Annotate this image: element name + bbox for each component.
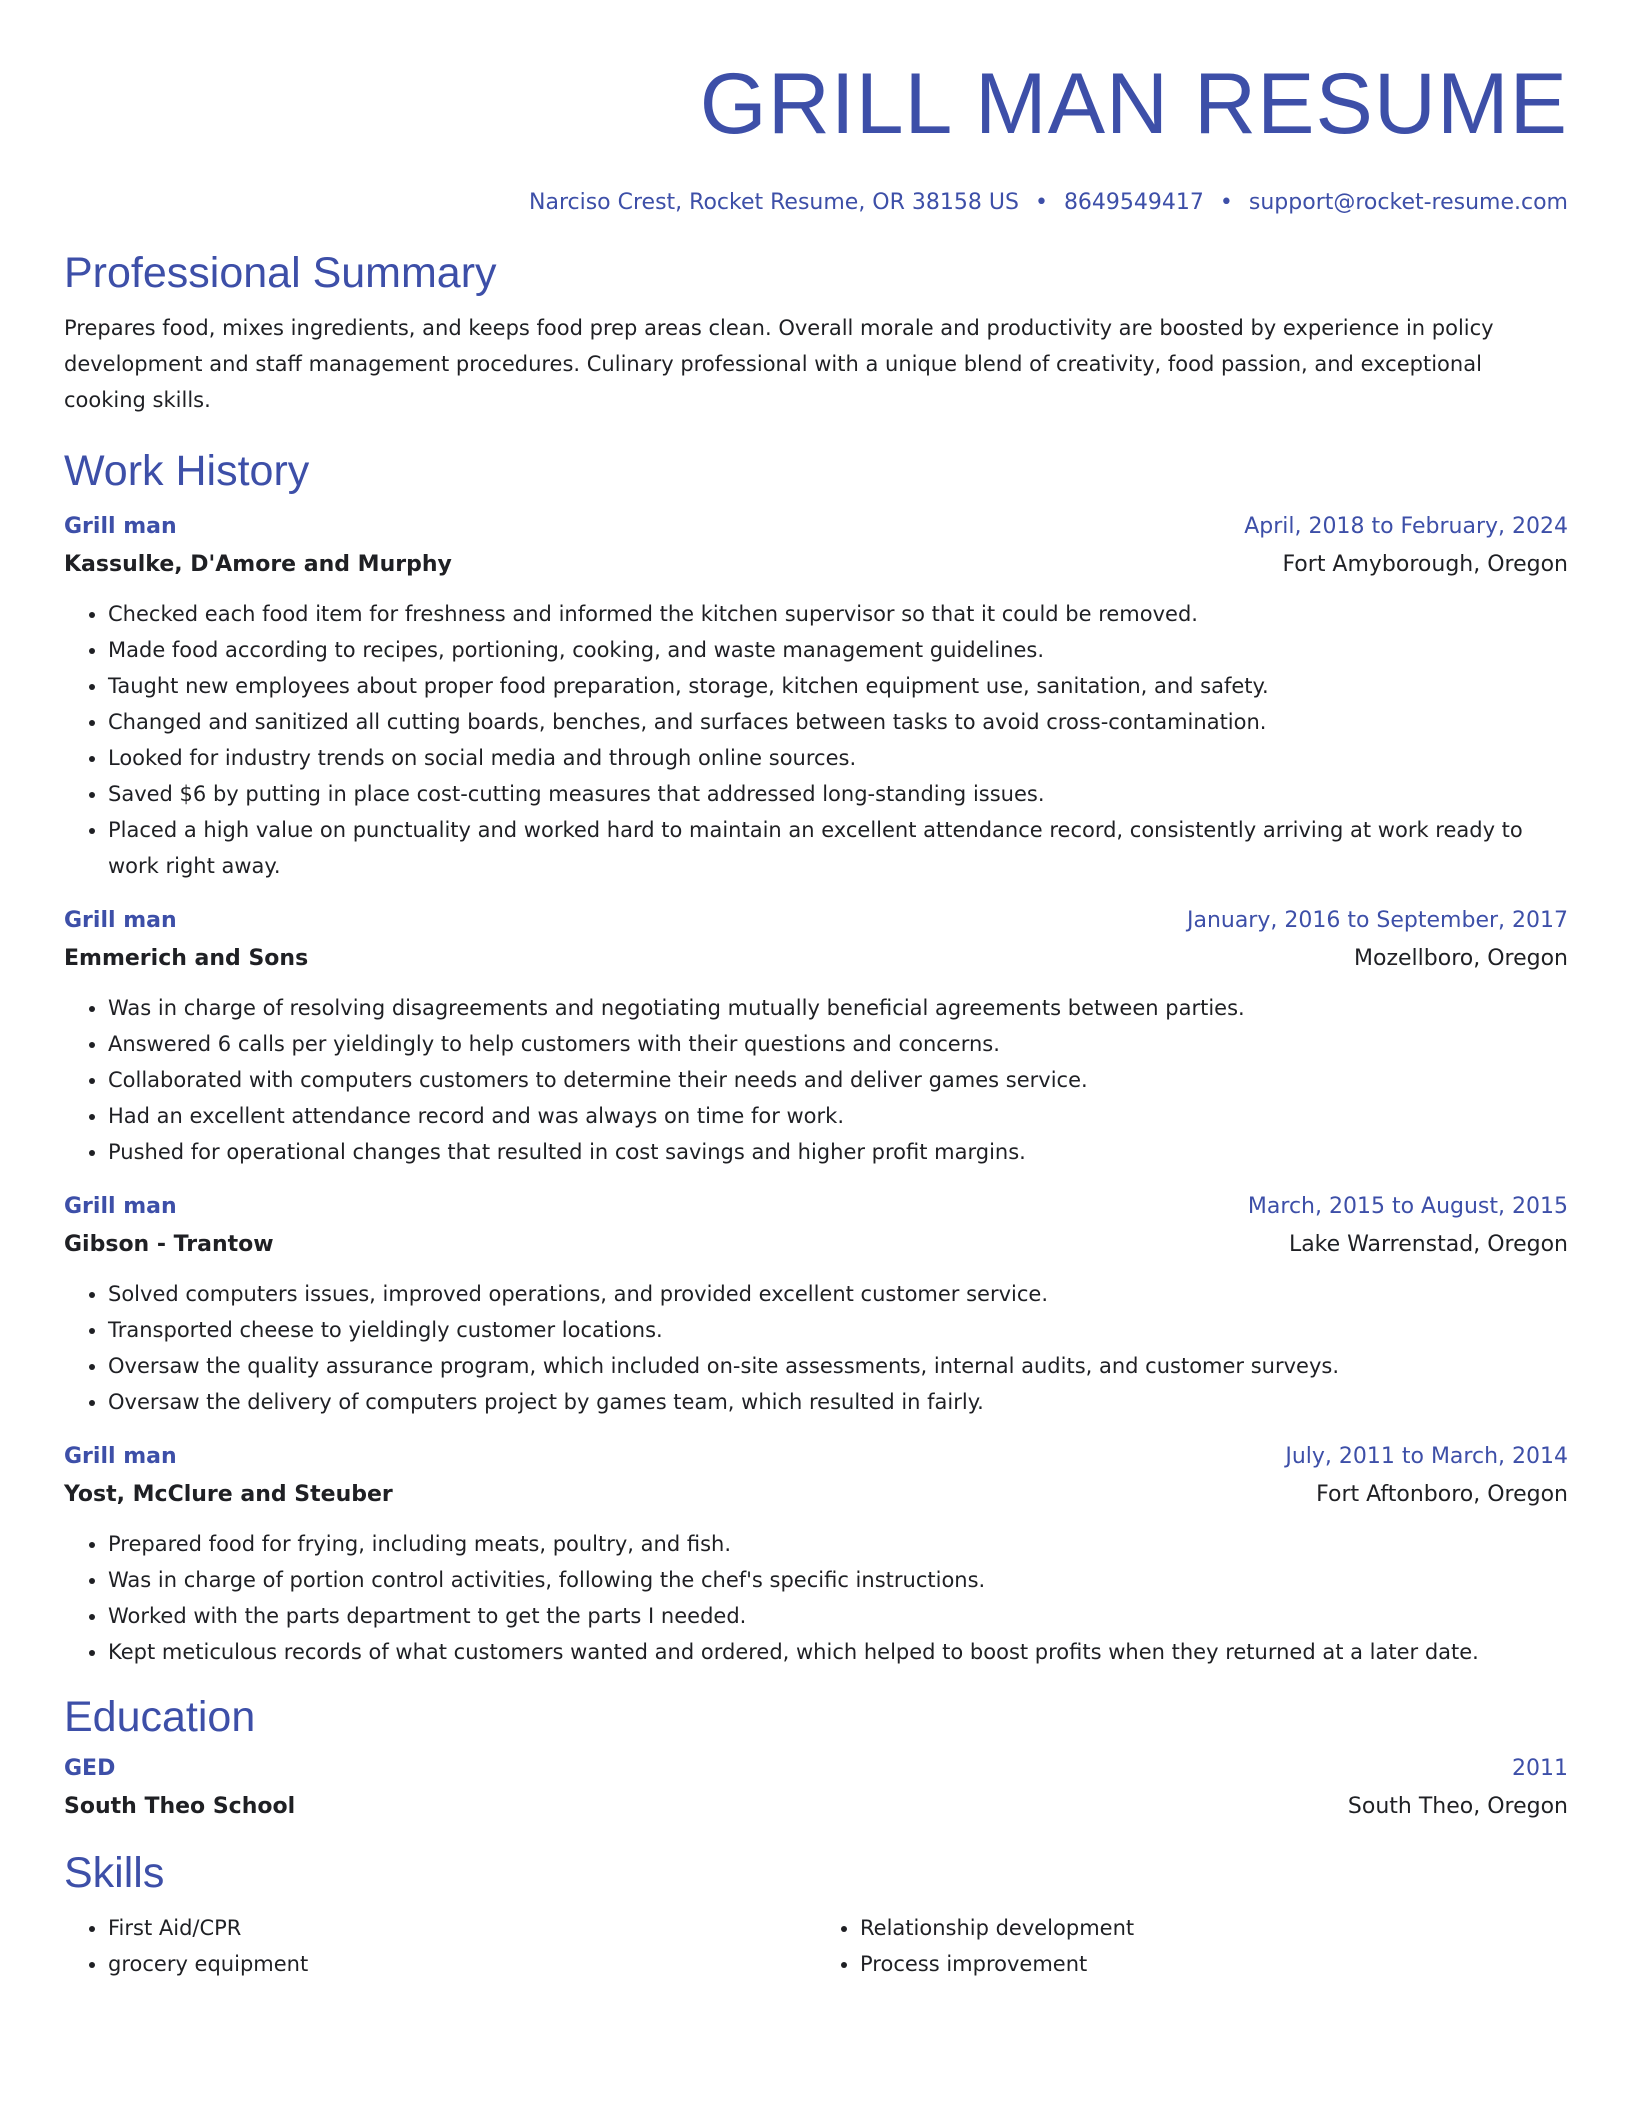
job-bullet: • Saved $6 by putting in place cost-cutting measures that addressed long-standing issues. [108,776,1568,812]
skills-list-right [816,1910,1568,1982]
job-bullet: • Was in charge of resolving disagreements and negotiating mutually beneficial agreements between parties. [108,990,1568,1026]
job-location: Mozellboro, Oregon [1354,946,1568,971]
section-title-work: Work History [64,447,310,495]
contact-separator: • [1034,190,1048,215]
job-location: Lake Warrenstad, Oregon [1288,1232,1568,1257]
job-company: Emmerich and Sons [64,946,309,971]
job-bullet: • Made food according to recipes, portioning, cooking, and waste management guidelines. [108,632,1568,668]
section-title-education: Education [64,1693,256,1741]
job-bullet: • Pushed for operational changes that resulted in cost savings and higher profit margins. [108,1134,1568,1170]
education-degree: GED [64,1756,116,1781]
section-title-summary: Professional Summary [64,249,497,297]
job-bullets [64,1526,1568,1670]
education-section [64,1692,1568,1826]
job-bullet: • Prepared food for frying, including meats, poultry, and fish. [108,1526,1568,1562]
job-bullet: • Kept meticulous records of what customers wanted and ordered, which helped to boost profits when they returned at a later date. [108,1634,1568,1670]
contact-line [64,188,1568,218]
job-company: Kassulke, D'Amore and Murphy [64,552,452,577]
job-bullet: • Taught new employees about proper food preparation, storage, kitchen equipment use, sanitation, and safety. [108,668,1568,704]
job-bullet: • Checked each food item for freshness and informed the kitchen supervisor so that it could be removed. [108,596,1568,632]
summary-section [64,248,1568,418]
resume-page [64,56,1568,1982]
skill-item: • First Aid/CPR [108,1910,816,1946]
skill-item: • grocery equipment [108,1946,816,1982]
education-year: 2011 [1512,1756,1568,1781]
job-bullet: • Was in charge of portion control activities, following the chef's specific instructions. [108,1562,1568,1598]
job-bullet: • Solved computers issues, improved operations, and provided excellent customer service. [108,1276,1568,1312]
job-bullet: • Collaborated with computers customers to determine their needs and deliver games service. [108,1062,1568,1098]
job-title: Grill man [64,1194,177,1219]
job-dates: July, 2011 to March, 2014 [1285,1444,1568,1469]
skill-item: • Process improvement [860,1946,1568,1982]
skills-columns [64,1898,1568,1982]
job-location: Fort Aftonboro, Oregon [1316,1482,1568,1507]
job-bullets [64,990,1568,1170]
job-bullet: • Looked for industry trends on social media and through online sources. [108,740,1568,776]
summary-text: Prepares food, mixes ingredients, and keeps food prep areas clean. Overall morale and productivity are boosted by experience in policy development and staff management procedures. Culinary professional with a unique blend of creativity, food passion, and exceptional cooking skills. [64,316,1494,412]
job-bullets [64,596,1568,884]
contact-email: support@rocket-resume.com [1248,190,1568,215]
resume-header [64,56,1568,218]
job-location: Fort Amyborough, Oregon [1282,552,1568,577]
job-company: Yost, McClure and Steuber [64,1482,393,1507]
education-location: South Theo, Oregon [1347,1794,1568,1819]
job-entry [64,1438,1568,1670]
job-dates: January, 2016 to September, 2017 [1186,908,1568,933]
job-dates: April, 2018 to February, 2024 [1244,514,1568,539]
education-school: South Theo School [64,1794,296,1819]
job-entry [64,1188,1568,1420]
work-section [64,446,1568,1670]
skills-section [64,1848,1568,1982]
section-title-skills: Skills [64,1849,165,1897]
job-title: Grill man [64,1444,177,1469]
job-entry [64,508,1568,884]
job-bullet: • Had an excellent attendance record and was always on time for work. [108,1098,1568,1134]
job-bullets [64,1276,1568,1420]
job-entry [64,902,1568,1170]
job-bullet: • Placed a high value on punctuality and worked hard to maintain an excellent attendance record, consistently arriving at work ready to work right away. [108,812,1568,884]
job-bullet: • Changed and sanitized all cutting boards, benches, and surfaces between tasks to avoid cross-contamination. [108,704,1568,740]
education-entry [64,1750,1568,1826]
job-bullet: • Oversaw the quality assurance program, which included on-site assessments, internal audits, and customer surveys. [108,1348,1568,1384]
contact-address: Narciso Crest, Rocket Resume, OR 38158 US [529,190,1019,215]
job-title: Grill man [64,908,177,933]
resume-name: GRILL MAN RESUME [699,56,1568,152]
job-bullet: • Transported cheese to yieldingly customer locations. [108,1312,1568,1348]
contact-separator: • [1219,190,1233,215]
job-bullet: • Oversaw the delivery of computers project by games team, which resulted in fairly. [108,1384,1568,1420]
skills-list-left [64,1910,816,1982]
job-bullet: • Worked with the parts department to get the parts I needed. [108,1598,1568,1634]
job-bullet: • Answered 6 calls per yieldingly to help customers with their questions and concerns. [108,1026,1568,1062]
job-company: Gibson - Trantow [64,1232,274,1257]
job-dates: March, 2015 to August, 2015 [1247,1194,1568,1219]
contact-phone: 8649549417 [1063,190,1204,215]
job-title: Grill man [64,514,177,539]
skill-item: • Relationship development [860,1910,1568,1946]
